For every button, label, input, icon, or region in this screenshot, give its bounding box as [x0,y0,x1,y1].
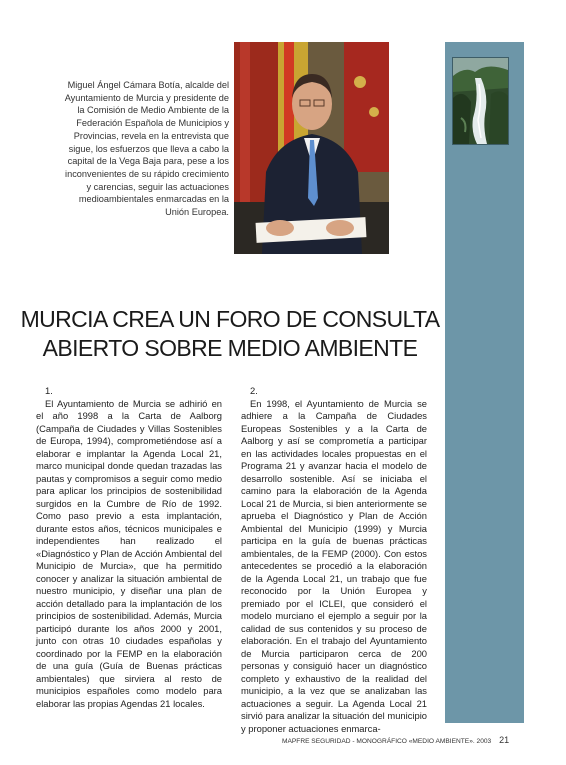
waterfall-photo [452,57,509,145]
article-headline [20,305,440,363]
footer-text: MAPFRE SEGURIDAD - MONOGRÁFICO «MEDIO AMBIENTE». 2003 [282,738,492,745]
section-number: 1. [45,385,53,396]
column-text: El Ayuntamiento de Murcia se adhirió en el año 1998 a la Carta de Aalborg (Campaña de Ciudades y Villas Sostenibles de Europa, 1994), comprometiéndose así a elaborar e implantar la Agenda Local 21, marco municipal donde quedan trazadas las pautas y compromisos a seguir como medio para aplicar los principios de sostenibilidad surgidos en la Cumbre de Río de 1992. Como paso previo a esta implantación, durante estos años, técnicos municipales e independientes han realizado el «Diagnóstico y Plan de Acción Ambiental del Municipio de Murcia», que ha permitido conocer y analizar la situación ambiental de nuestro municipio, y diseñar una plan de acción detallado para la implantación de los principios de sostenibilidad. Además, Murcia participó durante los años 2000 y 2001, junto con otras 10 ciudades españolas y coordinado por la FEMP en la elaboración de una guía (Guía de Buenas prácticas ambientales) que sirviera al resto de municipios españoles como modelo para elaborar las propias Agendas 21 locales. [36,397,222,709]
column-text: En 1998, el Ayuntamiento de Murcia se adhiere a la Campaña de Ciudades Europeas Sostenibles y a la Carta de Aalborg y así se comprometía a participar en las actividades locales propuestas en el Programa 21 y avanzar hacia el modelo de desarrollo sostenible. Así se iniciaba el camino para la elaboración de la Agenda Local 21 de Murcia, si bien anteriormente se aprueba el Diagnóstico y Plan de Acción Ambiental del Municipio (1999) y Murcia participa en la guía de buenas prácticas ambientales, de la FEMP (2000). Con estos antecedentes se procedió a la elaboración de la Agenda Local 21, un trabajo que fue reconocido por la Unión Europea y premiado por el ICLEI, que consideró el modelo murciano el ejemplo a seguir por la calidad de sus contenidos y su proceso de elaboración. En el trabajo del Ayuntamiento de Murcia participaron cerca de 200 personas y consiguió hacer un diagnóstico completo y exhaustivo de la realidad del municipio, a la vez que se analizaban las actuaciones a seguir. La Agenda Local 21 sirvió para analizar la situación del municipio y proponer actuaciones enmarca- [241,397,427,734]
column-2 [241,385,427,735]
section-number: 2. [250,385,258,396]
column-1 [36,385,222,710]
headline-line-1: MURCIA CREA UN FORO DE CONSULTA [20,306,440,332]
page-footer [282,735,532,745]
headline-line-2: ABIERTO SOBRE MEDIO AMBIENTE [42,335,418,361]
page-number: 21 [499,735,510,745]
mayor-portrait [234,42,389,254]
intro-caption: Miguel Ángel Cámara Botía, alcalde del Ayuntamiento de Murcia y presidente de la Comisión de Medio Ambiente de la Federación Española de Municipios y Provincias, revela en la entrevista que sigue, los esfuerzos que lleva a cabo la capital de la Vega Baja para, pese a los inconvenientes de su rápido crecimiento y carencias, seguir las actuaciones medioambientales enmarcadas en la Unión Europea. [64,80,229,218]
